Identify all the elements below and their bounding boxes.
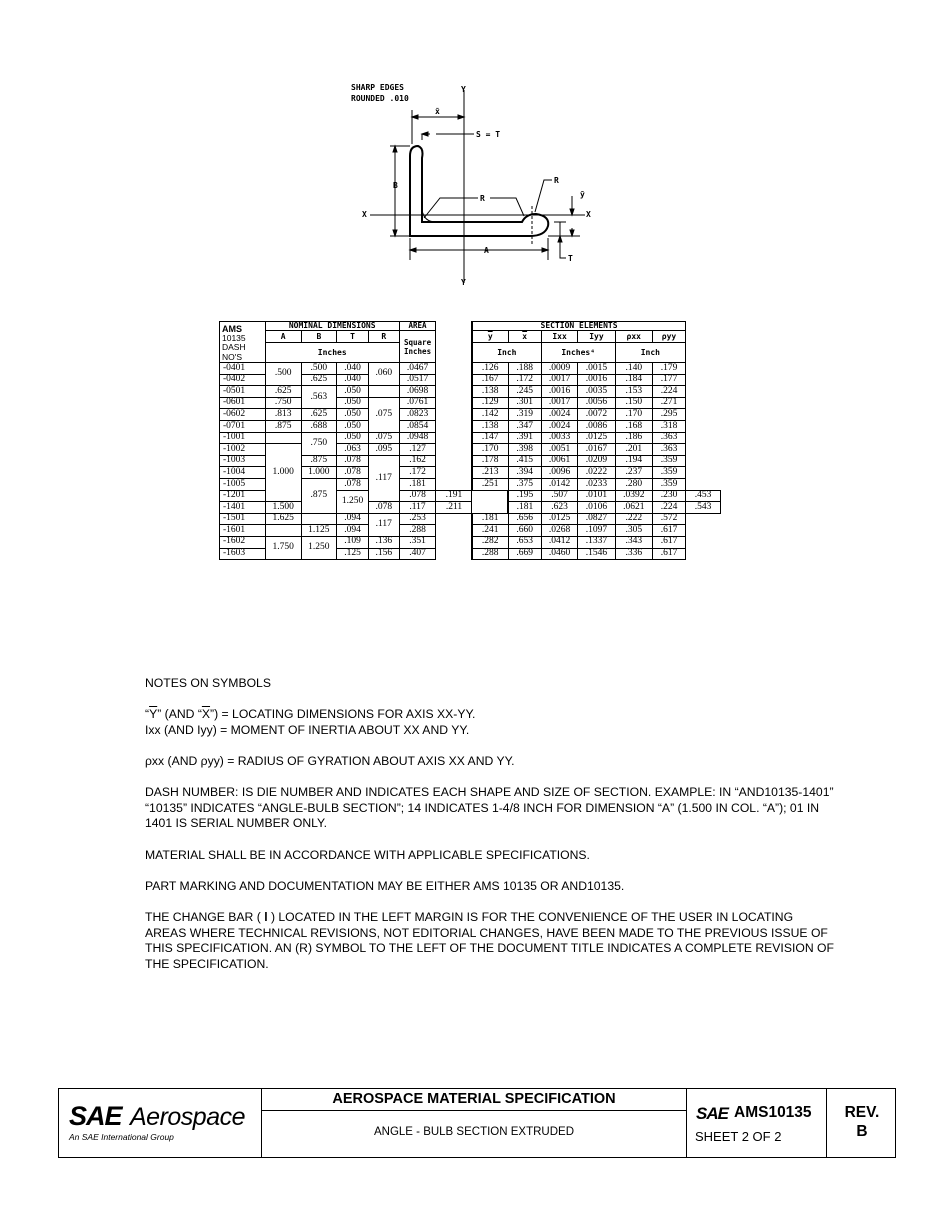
logo-sae-text: SAE bbox=[69, 1101, 122, 1131]
table-cell: -0701 bbox=[220, 421, 266, 433]
table-cell: .109 bbox=[337, 536, 369, 548]
table-cell: .201 bbox=[615, 444, 652, 456]
table-cell: .237 bbox=[615, 467, 652, 479]
table-cell: .195 bbox=[508, 490, 541, 502]
table-cell: 1.000 bbox=[265, 444, 301, 502]
sae-aerospace-logo bbox=[59, 1089, 262, 1157]
table-cell: .0096 bbox=[541, 467, 578, 479]
table-row bbox=[220, 513, 721, 525]
table-cell: .0056 bbox=[578, 397, 615, 409]
table-cell: .656 bbox=[508, 513, 541, 525]
table-cell: .343 bbox=[615, 536, 652, 548]
table-cell: -0602 bbox=[220, 409, 266, 421]
table-cell: .288 bbox=[472, 548, 508, 560]
table-cell: .0823 bbox=[399, 409, 436, 421]
table-cell: .295 bbox=[652, 409, 685, 421]
table-cell: .188 bbox=[508, 363, 541, 375]
table-row bbox=[220, 386, 721, 398]
table-cell: .280 bbox=[615, 478, 652, 490]
table-cell: 1.250 bbox=[301, 536, 337, 559]
col-t-header: T bbox=[337, 331, 369, 343]
nominal-dimensions-header: NOMINAL DIMENSIONS bbox=[265, 322, 399, 331]
area-header: AREA bbox=[399, 322, 436, 331]
table-cell: .750 bbox=[265, 397, 301, 409]
table-cell: .1337 bbox=[578, 536, 615, 548]
table-cell: .625 bbox=[301, 374, 337, 386]
table-cell: .653 bbox=[508, 536, 541, 548]
table-cell bbox=[301, 513, 337, 525]
table-cell: .375 bbox=[508, 478, 541, 490]
table-cell: .191 bbox=[436, 490, 472, 502]
table-cell: .0412 bbox=[541, 536, 578, 548]
spec-type-title: AEROSPACE MATERIAL SPECIFICATION bbox=[262, 1089, 686, 1111]
table-cell: .875 bbox=[301, 455, 337, 467]
table-cell: .625 bbox=[265, 386, 301, 398]
table-cell: .213 bbox=[472, 467, 508, 479]
ams-dash-header: AMS 10135 DASH NO'S bbox=[220, 322, 266, 363]
table-cell: .181 bbox=[472, 513, 508, 525]
s-equals-t-label: S = T bbox=[476, 130, 501, 139]
sharp-edges-note-1: SHARP EDGES bbox=[351, 83, 404, 92]
table-cell: 1.125 bbox=[301, 525, 337, 537]
table-cell: .075 bbox=[368, 432, 399, 444]
table-cell: .050 bbox=[337, 432, 369, 444]
table-cell: .617 bbox=[652, 536, 685, 548]
table-row bbox=[220, 409, 721, 421]
section-table bbox=[219, 321, 721, 603]
table-cell: .050 bbox=[337, 409, 369, 421]
col-pxx-header: ρxx bbox=[615, 331, 652, 343]
table-cell: .184 bbox=[615, 374, 652, 386]
table-cell: .050 bbox=[337, 386, 369, 398]
table-cell: .0167 bbox=[578, 444, 615, 456]
table-cell: .0948 bbox=[399, 432, 436, 444]
x-right-label: X bbox=[586, 210, 591, 219]
table-cell: .222 bbox=[615, 513, 652, 525]
table-cell: -1004 bbox=[220, 467, 266, 479]
table-cell: .078 bbox=[368, 502, 399, 514]
table-cell: .0033 bbox=[541, 432, 578, 444]
table-cell: .359 bbox=[652, 455, 685, 467]
table-cell: .040 bbox=[337, 374, 369, 386]
logo-aerospace-text: Aerospace bbox=[130, 1103, 246, 1131]
inches4-header: Inches⁴ bbox=[541, 343, 615, 363]
table-cell: .1097 bbox=[578, 525, 615, 537]
logo-tagline: An SAE International Group bbox=[69, 1132, 174, 1142]
table-cell: .194 bbox=[615, 455, 652, 467]
table-cell: .363 bbox=[652, 444, 685, 456]
table-cell: .0621 bbox=[615, 502, 652, 514]
table-cell: .282 bbox=[472, 536, 508, 548]
table-cell: .0761 bbox=[399, 397, 436, 409]
inch-header-2: Inch bbox=[615, 343, 685, 363]
table-cell: 1.250 bbox=[337, 490, 369, 513]
table-cell: .0854 bbox=[399, 421, 436, 433]
table-cell: -0402 bbox=[220, 374, 266, 386]
table-cell: .125 bbox=[337, 548, 369, 560]
table-row bbox=[220, 397, 721, 409]
table-cell: -1001 bbox=[220, 432, 266, 444]
table-cell: .0009 bbox=[541, 363, 578, 375]
table-cell: .138 bbox=[472, 386, 508, 398]
table-cell: .0209 bbox=[578, 455, 615, 467]
table-cell: .617 bbox=[652, 548, 685, 560]
table-cell: .177 bbox=[652, 374, 685, 386]
table-cell: -0601 bbox=[220, 397, 266, 409]
r-label-bulb: R bbox=[554, 176, 559, 185]
table-cell: -1501 bbox=[220, 513, 266, 525]
table-cell: .572 bbox=[652, 513, 685, 525]
table-cell: .288 bbox=[399, 525, 436, 537]
table-cell: -1601 bbox=[220, 525, 266, 537]
table-cell: .211 bbox=[436, 502, 472, 514]
table-cell: -1201 bbox=[220, 490, 266, 502]
table-cell: .0268 bbox=[541, 525, 578, 537]
table-cell: .359 bbox=[652, 478, 685, 490]
table-cell: .617 bbox=[652, 525, 685, 537]
b-label: B bbox=[393, 181, 398, 190]
notes-section bbox=[145, 676, 835, 988]
table-cell: .147 bbox=[472, 432, 508, 444]
table-row bbox=[220, 525, 721, 537]
note-locating-dimensions: “$\overline{Y}$” (AND “$\overline{X}$”) = LOCATING DIMENSIONS FOR AXIS XX-YY. bbox=[145, 707, 476, 722]
table-cell: .245 bbox=[508, 386, 541, 398]
inches-header: Inches bbox=[265, 343, 399, 363]
col-ybar-header: $\overline{y}$ bbox=[472, 331, 508, 343]
table-row bbox=[220, 502, 721, 514]
table-cell: .0827 bbox=[578, 513, 615, 525]
table-cell: .117 bbox=[399, 502, 436, 514]
note-part-marking: PART MARKING AND DOCUMENTATION MAY BE EITHER AMS 10135 OR AND10135. bbox=[145, 878, 625, 893]
table-cell: .140 bbox=[615, 363, 652, 375]
table-cell: -1603 bbox=[220, 548, 266, 560]
table-row bbox=[220, 536, 721, 548]
table-cell: .0072 bbox=[578, 409, 615, 421]
table-cell: .078 bbox=[399, 490, 436, 502]
table-cell: .094 bbox=[337, 525, 369, 537]
table-cell: .179 bbox=[652, 363, 685, 375]
table-cell bbox=[368, 386, 399, 398]
table-cell: .0016 bbox=[578, 374, 615, 386]
table-cell: .170 bbox=[615, 409, 652, 421]
table-cell: .078 bbox=[337, 478, 369, 490]
revision: REV. B bbox=[844, 1104, 880, 1140]
table-cell: .301 bbox=[508, 397, 541, 409]
table-cell: .136 bbox=[368, 536, 399, 548]
sharp-edges-note-2: ROUNDED .010 bbox=[351, 94, 409, 103]
table-cell: .138 bbox=[472, 421, 508, 433]
table-cell: .623 bbox=[541, 502, 578, 514]
table-cell: .168 bbox=[615, 421, 652, 433]
table-cell: .813 bbox=[265, 409, 301, 421]
table-cell: .153 bbox=[615, 386, 652, 398]
table-cell: .156 bbox=[368, 548, 399, 560]
table-cell: .347 bbox=[508, 421, 541, 433]
table-cell: .0698 bbox=[399, 386, 436, 398]
table-cell: .129 bbox=[472, 397, 508, 409]
sheet-number: SHEET 2 OF 2 bbox=[695, 1129, 782, 1144]
col-iyy-header: Iyy bbox=[578, 331, 615, 343]
table-cell: .075 bbox=[368, 397, 399, 432]
table-cell: .224 bbox=[652, 502, 685, 514]
table-cell: 1.625 bbox=[265, 513, 301, 525]
table-cell: .0015 bbox=[578, 363, 615, 375]
table-cell: .0125 bbox=[541, 513, 578, 525]
col-xbar-header: $\overline{x}$ bbox=[508, 331, 541, 343]
y-bar-label: ȳ bbox=[580, 190, 585, 199]
table-cell: .040 bbox=[337, 363, 369, 375]
table-cell: .394 bbox=[508, 467, 541, 479]
table-cell: .688 bbox=[301, 421, 337, 433]
table-cell: .0051 bbox=[541, 444, 578, 456]
table-cell: .0017 bbox=[541, 374, 578, 386]
table-cell bbox=[265, 432, 301, 444]
table-cell: .117 bbox=[368, 513, 399, 536]
col-a-header: A bbox=[265, 331, 301, 343]
table-cell: .563 bbox=[301, 386, 337, 409]
note-moment-of-inertia: Ixx (AND Iyy) = MOMENT OF INERTIA ABOUT XX AND YY. bbox=[145, 722, 470, 737]
angle-profile bbox=[410, 146, 548, 236]
document-number: AMS10135 bbox=[734, 1104, 812, 1121]
col-b-header: B bbox=[301, 331, 337, 343]
note-material: MATERIAL SHALL BE IN ACCORDANCE WITH APPLICABLE SPECIFICATIONS. bbox=[145, 847, 590, 862]
table-cell: .625 bbox=[301, 409, 337, 421]
table-cell: .172 bbox=[508, 374, 541, 386]
r-label-inner: R bbox=[480, 194, 485, 203]
table-cell: .095 bbox=[368, 444, 399, 456]
table-cell: .359 bbox=[652, 467, 685, 479]
table-cell: .178 bbox=[472, 455, 508, 467]
table-cell: .0467 bbox=[399, 363, 436, 375]
table-cell: .363 bbox=[652, 432, 685, 444]
col-ixx-header: Ixx bbox=[541, 331, 578, 343]
table-cell: .224 bbox=[652, 386, 685, 398]
table-cell: .0035 bbox=[578, 386, 615, 398]
inch-header-1: Inch bbox=[472, 343, 541, 363]
y-top-label: Y bbox=[461, 85, 466, 94]
table-cell: .0460 bbox=[541, 548, 578, 560]
table-cell: .875 bbox=[265, 421, 301, 433]
angle-bulb-section-drawing bbox=[340, 78, 610, 293]
table-cell: .1546 bbox=[578, 548, 615, 560]
table-cell: .0101 bbox=[578, 490, 615, 502]
square-inches-header: Square Inches bbox=[399, 331, 436, 363]
title-block bbox=[58, 1088, 896, 1158]
table-cell: .117 bbox=[368, 455, 399, 501]
table-cell: .126 bbox=[472, 363, 508, 375]
col-pyy-header: ρyy bbox=[652, 331, 685, 343]
table-cell: .251 bbox=[472, 478, 508, 490]
table-cell: .669 bbox=[508, 548, 541, 560]
y-bottom-label: Y bbox=[461, 278, 466, 287]
table-cell: -1003 bbox=[220, 455, 266, 467]
table-cell: .407 bbox=[399, 548, 436, 560]
table-cell: .230 bbox=[652, 490, 685, 502]
table-cell: .078 bbox=[337, 455, 369, 467]
table-cell bbox=[265, 525, 301, 537]
table-cell: -1401 bbox=[220, 502, 266, 514]
table-cell: .0016 bbox=[541, 386, 578, 398]
table-cell: .172 bbox=[399, 467, 436, 479]
table-cell: .050 bbox=[337, 397, 369, 409]
table-cell: .094 bbox=[337, 513, 369, 525]
table-cell: .170 bbox=[472, 444, 508, 456]
table-cell: .127 bbox=[399, 444, 436, 456]
note-dash-number: DASH NUMBER: IS DIE NUMBER AND INDICATES EACH SHAPE AND SIZE OF SECTION. EXAMPLE: IN “AND10135-1401” “10135” INDICATES “ANGLE-BULB SECTION”; 14 INDICATES 1-4/8 INCH FOR DIMENSION “A” (1.500 IN COL. “A”); 01 IN 1401 IS SERIAL NUMBER ONLY. bbox=[145, 785, 834, 831]
table-cell: .0061 bbox=[541, 455, 578, 467]
table-cell: .0106 bbox=[578, 502, 615, 514]
spec-subtitle: ANGLE - BULB SECTION EXTRUDED bbox=[373, 1126, 574, 1138]
table-cell: .500 bbox=[301, 363, 337, 375]
table-cell: .162 bbox=[399, 455, 436, 467]
table-cell: .181 bbox=[508, 502, 541, 514]
table-cell: .453 bbox=[686, 490, 721, 502]
table-row bbox=[220, 363, 721, 375]
table-cell: .351 bbox=[399, 536, 436, 548]
table-cell: .060 bbox=[368, 363, 399, 386]
table-cell: .063 bbox=[337, 444, 369, 456]
table-cell: .875 bbox=[301, 478, 337, 513]
table-row bbox=[220, 444, 721, 456]
a-label: A bbox=[484, 246, 489, 255]
table-cell: -1602 bbox=[220, 536, 266, 548]
note-radius-of-gyration: ρxx (AND ρyy) = RADIUS OF GYRATION ABOUT AXIS XX AND YY. bbox=[145, 753, 515, 768]
table-cell: .0222 bbox=[578, 467, 615, 479]
table-cell: -0501 bbox=[220, 386, 266, 398]
table-cell: .507 bbox=[541, 490, 578, 502]
table-cell: .186 bbox=[615, 432, 652, 444]
table-cell: .0233 bbox=[578, 478, 615, 490]
table-cell: .150 bbox=[615, 397, 652, 409]
table-cell: .305 bbox=[615, 525, 652, 537]
table-cell: .181 bbox=[399, 478, 436, 490]
table-cell: .0392 bbox=[615, 490, 652, 502]
table-cell: -1005 bbox=[220, 478, 266, 490]
table-cell: .142 bbox=[472, 409, 508, 421]
table-cell: .0125 bbox=[578, 432, 615, 444]
table-cell: .253 bbox=[399, 513, 436, 525]
x-left-label: X bbox=[362, 210, 367, 219]
t-label: T bbox=[568, 254, 573, 263]
table-cell: .391 bbox=[508, 432, 541, 444]
table-cell: .319 bbox=[508, 409, 541, 421]
table-cell: .0024 bbox=[541, 409, 578, 421]
table-cell: .336 bbox=[615, 548, 652, 560]
table-cell: .050 bbox=[337, 421, 369, 433]
table-cell: .318 bbox=[652, 421, 685, 433]
table-row bbox=[220, 432, 721, 444]
table-cell: .500 bbox=[265, 363, 301, 386]
table-cell: -0401 bbox=[220, 363, 266, 375]
sae-small-logo: SAE bbox=[696, 1104, 728, 1123]
table-row bbox=[220, 421, 721, 433]
table-cell: .167 bbox=[472, 374, 508, 386]
table-cell: .415 bbox=[508, 455, 541, 467]
table-cell: -1002 bbox=[220, 444, 266, 456]
notes-heading: NOTES ON SYMBOLS bbox=[145, 676, 271, 690]
table-cell: .750 bbox=[301, 432, 337, 455]
table-cell: .660 bbox=[508, 525, 541, 537]
table-cell: .398 bbox=[508, 444, 541, 456]
section-elements-header: SECTION ELEMENTS bbox=[472, 322, 686, 331]
note-change-bar: THE CHANGE BAR ( l ) LOCATED IN THE LEFT MARGIN IS FOR THE CONVENIENCE OF THE USER IN LOCATING AREAS WHERE TECHNICAL REVISIONS, NOT EDITORIAL CHANGES, HAVE BEEN MADE TO THE PREVIOUS ISSUE OF THIS SPECIFICATION. AN (R) SYMBOL TO THE LEFT OF THE DOCUMENT TITLE INDICATES A COMPLETE REVISION OF THE SPECIFICATION. bbox=[145, 909, 834, 971]
col-r-header: R bbox=[368, 331, 399, 343]
table-cell: .0024 bbox=[541, 421, 578, 433]
table-cell: .0086 bbox=[578, 421, 615, 433]
table-cell: .0142 bbox=[541, 478, 578, 490]
table-cell: .241 bbox=[472, 525, 508, 537]
table-cell: 1.750 bbox=[265, 536, 301, 559]
table-cell: .543 bbox=[686, 502, 721, 514]
table-cell: .0517 bbox=[399, 374, 436, 386]
table-cell: .0017 bbox=[541, 397, 578, 409]
table-cell: 1.000 bbox=[301, 467, 337, 479]
x-bar-label: x̄ bbox=[435, 107, 440, 116]
table-cell: .271 bbox=[652, 397, 685, 409]
table-cell: 1.500 bbox=[265, 502, 301, 514]
table-cell: .078 bbox=[337, 467, 369, 479]
